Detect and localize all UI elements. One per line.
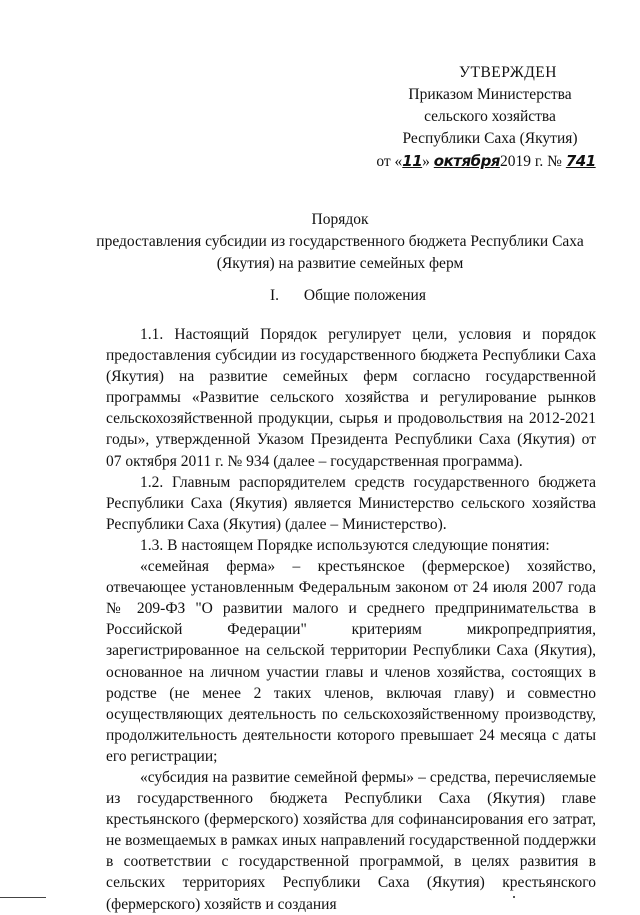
approval-stamp (360, 62, 620, 173)
scan-speck (513, 896, 515, 898)
approval-date-line (352, 150, 620, 173)
definition-family-farm: «семейная ферма» – крестьянское (фермерское) хозяйство, отвечающее установленным Федеральным законом от 24 июля 2007 года № 209-ФЗ "О развитии малого и среднего предпринимательства в Российской Федерации" критериям микропредприятия, зарегистрированное на сельской территории Республики Саха (Якутия), основанное на личном участии главы и членов хозяйства, состоящих в родстве (не менее 2 таких членов, включая главу) и совместно осуществляющих деятельность по сельскохозяйственному производству, продолжительность деятельности которого превышает 24 месяца с даты его регистрации; (106, 558, 596, 765)
paragraph-1-1: 1.1. Настоящий Порядок регулирует цели, условия и порядок предоставления субсидии из государственного бюджета Республики Саха (Якутия) на развитие семейных ферм согласно государственной программы «Развитие сельского хозяйства и регулирование рынков сельскохозяйственной продукции, сырья и продовольствия на 2012-2021 годы», утвержденной Указом Президента Республики Саха (Якутия) от 07 октября 2011 г. № 934 (далее – государственная программа). (106, 326, 596, 470)
paragraph-1-2: 1.2. Главным распорядителем средств государственного бюджета Республики Саха (Якутия) является Министерство сельского хозяйства Республики Саха (Якутия) (далее – Министерство). (106, 473, 596, 533)
title-line-3: (Якутия) на развитие семейных ферм (216, 255, 464, 272)
approval-title: УТВЕРЖДЕН (459, 64, 557, 81)
section-title: Общие положения (303, 287, 426, 304)
handwritten-order-number: 741 (565, 152, 596, 170)
handwritten-month: октября (433, 152, 500, 170)
date-mid: » (422, 153, 430, 170)
approval-line-1: Приказом Министерства (408, 86, 572, 103)
approval-line-2: сельского хозяйства (424, 108, 556, 125)
title-line-2: предоставления субсидии из государственного бюджета Республики Саха (96, 233, 584, 250)
date-year: 2019 г. № (499, 153, 562, 170)
approval-line-3: Республики Саха (Якутия) (402, 130, 578, 147)
section-heading (270, 287, 426, 305)
document-title (60, 209, 620, 275)
section-number: I. (270, 287, 280, 304)
title-line-1: Порядок (311, 211, 369, 228)
handwritten-day: 11 (402, 152, 423, 170)
body-text (106, 324, 596, 915)
date-prefix: от « (376, 153, 403, 170)
footer-rule (0, 897, 46, 898)
definition-subsidy: «субсидия на развитие семейной фермы» – средства, перечисляемые из государственного бюджета Республики Саха (Якутия) главе крестьянского (фермерского) хозяйства для софинансирования его затрат, не возмещаемых в рамках иных направлений государственной поддержки в соответствии с государственной программой, в целях развития в сельских территориях Республики Саха (Якутия) крестьянского (фермерского) хозяйств и создания (106, 768, 596, 913)
paragraph-1-3: 1.3. В настоящем Порядке используются следующие понятия: (140, 536, 550, 554)
